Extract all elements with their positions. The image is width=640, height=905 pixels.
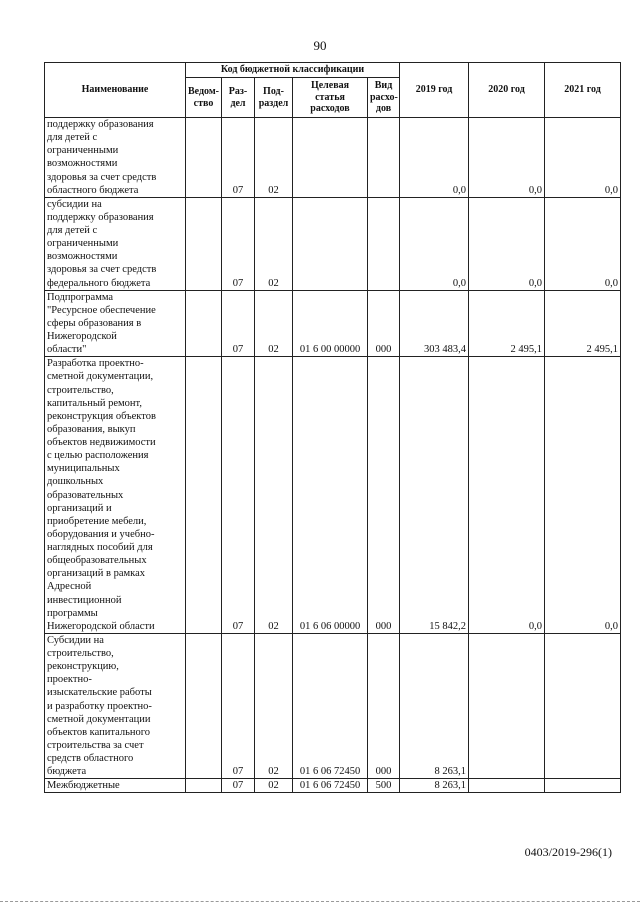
row-2021-cell	[545, 779, 621, 793]
row-2019-cell: 303 483,4	[400, 290, 469, 357]
row-exp-type-cell	[368, 118, 400, 198]
table-row	[45, 290, 621, 357]
row-name-cell: Межбюджетные	[45, 779, 186, 793]
col-header-dept: Ведом-ство	[186, 78, 222, 118]
row-2019-cell: 0,0	[400, 197, 469, 290]
row-2019-cell: 0,0	[400, 118, 469, 198]
row-dept-cell	[186, 290, 222, 357]
row-target-cell: 01 6 06 00000	[293, 357, 368, 634]
row-2020-cell	[469, 633, 545, 778]
document-number: 0403/2019-296(1)	[524, 845, 612, 859]
row-dept-cell	[186, 633, 222, 778]
row-dept-cell	[186, 118, 222, 198]
row-subsection-cell: 02	[255, 357, 293, 634]
row-2019-cell: 15 842,2	[400, 357, 469, 634]
row-name-cell: Подпрограмма "Ресурсное обеспечение сферы образования в Нижегородской области"	[45, 290, 186, 357]
row-2021-cell	[545, 633, 621, 778]
row-2021-cell: 0,0	[545, 357, 621, 634]
col-header-2020: 2020 год	[469, 63, 545, 118]
row-target-cell: 01 6 06 72450	[293, 779, 368, 793]
row-2020-cell: 0,0	[469, 197, 545, 290]
row-section-cell: 07	[222, 357, 255, 634]
row-2019-cell: 8 263,1	[400, 633, 469, 778]
row-subsection-cell: 02	[255, 197, 293, 290]
page-number: 90	[313, 38, 327, 53]
header-row-top	[45, 63, 621, 78]
col-header-target: Целевая статья расходов	[293, 78, 368, 118]
row-2020-cell: 0,0	[469, 357, 545, 634]
row-dept-cell	[186, 357, 222, 634]
row-2020-cell: 2 495,1	[469, 290, 545, 357]
row-target-cell: 01 6 00 00000	[293, 290, 368, 357]
row-section-cell: 07	[222, 197, 255, 290]
row-name-cell: Разработка проектно- сметной документации, строительство, капитальный ремонт, реконструкция объектов образования, выкуп объектов недвижимости с целью расположения муниципальных дошкольных образовательных организаций и приобретение мебели, оборудования и учебно- наглядных пособий для общеобразовательных организаций в рамках Адресной инвестиционной программы Нижегородской области	[45, 357, 186, 634]
row-2021-cell: 2 495,1	[545, 290, 621, 357]
row-target-cell	[293, 118, 368, 198]
table-row	[45, 633, 621, 778]
col-header-section: Раз-дел	[222, 78, 255, 118]
row-name-cell: поддержку образования для детей с ограниченными возможностями здоровья за счет средств областного бюджета	[45, 118, 186, 198]
col-header-exp-type: Вид расхо-дов	[368, 78, 400, 118]
row-exp-type-cell: 500	[368, 779, 400, 793]
row-section-cell: 07	[222, 633, 255, 778]
row-2019-cell: 8 263,1	[400, 779, 469, 793]
row-subsection-cell: 02	[255, 290, 293, 357]
row-2021-cell: 0,0	[545, 197, 621, 290]
col-header-2019: 2019 год	[400, 63, 469, 118]
col-header-name: Наименование	[45, 63, 186, 118]
row-target-cell: 01 6 06 72450	[293, 633, 368, 778]
row-exp-type-cell: 000	[368, 290, 400, 357]
row-section-cell: 07	[222, 779, 255, 793]
table-row	[45, 197, 621, 290]
row-exp-type-cell: 000	[368, 357, 400, 634]
col-header-subsection: Под-раздел	[255, 78, 293, 118]
row-name-cell: Субсидии на строительство, реконструкцию, проектно- изыскательские работы и разработку проектно- сметной документации объектов капитального строительства за счет средств областного бюджета	[45, 633, 186, 778]
row-section-cell: 07	[222, 118, 255, 198]
row-exp-type-cell: 000	[368, 633, 400, 778]
row-subsection-cell: 02	[255, 118, 293, 198]
row-2020-cell: 0,0	[469, 118, 545, 198]
budget-table	[44, 62, 621, 793]
col-header-2021: 2021 год	[545, 63, 621, 118]
row-name-cell: субсидии на поддержку образования для детей с ограниченными возможностями здоровья за счет средств федерального бюджета	[45, 197, 186, 290]
row-2020-cell	[469, 779, 545, 793]
row-dept-cell	[186, 779, 222, 793]
row-exp-type-cell	[368, 197, 400, 290]
table-row	[45, 357, 621, 634]
page-bottom-divider	[0, 901, 640, 902]
row-subsection-cell: 02	[255, 633, 293, 778]
col-header-code-group: Код бюджетной классификации	[186, 63, 400, 78]
row-2021-cell: 0,0	[545, 118, 621, 198]
table-row	[45, 779, 621, 793]
row-dept-cell	[186, 197, 222, 290]
row-target-cell	[293, 197, 368, 290]
table-row	[45, 118, 621, 198]
row-section-cell: 07	[222, 290, 255, 357]
row-subsection-cell: 02	[255, 779, 293, 793]
